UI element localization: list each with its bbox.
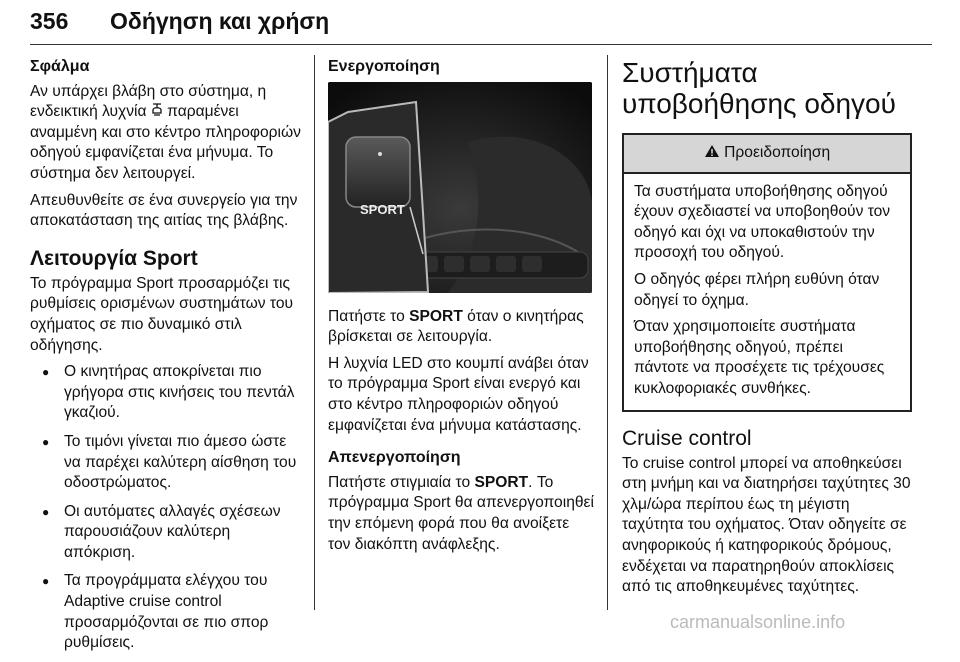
- warning-box: [622, 133, 912, 412]
- activation-heading: Ενεργοποίηση: [328, 58, 440, 75]
- sport-heading: Λειτουργία Sport: [30, 246, 198, 270]
- activation-text: Πατήστε το SPORT όταν ο κινητήρας βρίσκεται σε λειτουργία.: [328, 307, 584, 346]
- error-paragraph-2: Απευθυνθείτε σε ένα συνεργείο για την αποκατάσταση της αιτίας της βλάβης.: [30, 191, 298, 230]
- led-text: Η λυχνία LED στο κουμπί ανάβει όταν το πρόγραμμα Sport είναι ενεργό και στο κέντρο πληροφοριών οδηγού εμφανίζεται ένα μήνυμα κατάστασης.: [328, 354, 589, 434]
- column-right: [622, 57, 912, 604]
- warning-header: [624, 135, 910, 174]
- warning-triangle-icon: [704, 144, 720, 161]
- sport-button-photo: [328, 82, 592, 293]
- photo-sport-label: SPORT: [360, 201, 405, 217]
- header-rule: [30, 44, 932, 45]
- page-header: [0, 0, 960, 44]
- warning-text: Ο οδηγός φέρει πλήρη ευθύνη όταν οδηγεί το όχημα.: [634, 270, 880, 309]
- warning-text: Τα συστήματα υποβοήθησης οδηγού έχουν σχεδιαστεί να υποβοηθούν τον οδηγό και όχι να υποκαθιστούν την προσοχή του οδηγού.: [634, 182, 891, 262]
- error-paragraph: Αν υπάρχει βλάβη στο σύστημα, η ενδεικτική λυχνία παραμένει αναμμένη και στο κέντρο πληροφοριών οδηγού εμφανίζεται ένα μήνυμα. Το σύστημα δεν λειτουργεί.: [30, 82, 301, 182]
- list-item: ● Το τιμόνι γίνεται πιο άμεσο ώστε να παρέχει καλύτερη αίσθηση του οδοστρώματος.: [30, 432, 304, 494]
- column-middle: [328, 57, 594, 561]
- error-heading: Σφάλμα: [30, 58, 90, 75]
- cruise-heading: Cruise control: [622, 426, 752, 450]
- sport-bullets: [30, 362, 304, 654]
- column-divider: [607, 55, 608, 610]
- page-number: 356: [30, 8, 69, 34]
- column-left: [30, 57, 304, 662]
- warning-body: [624, 174, 910, 410]
- warning-label: Προειδοποίηση: [724, 144, 831, 161]
- warning-text: Όταν χρησιμοποιείτε συστήματα υποβοήθησης οδηγού, πρέπει πάντοτε να προσέχετε τις τρέχουσες κυκλοφοριακές συνθήκες.: [634, 318, 885, 397]
- cruise-text: Το cruise control μπορεί να αποθηκεύσει στη μνήμη και να διατηρήσει ταχύτητες 30 χλμ/ώρα περίπου έως τη μέγιστη ταχύτητα του οχήματος. Όταν οδηγείτε σε ανηφορικούς ή κατηφορικούς δρόμους, ενδέχεται να παρατηρηθούν αποκλίσεις από τις αποθηκευμένες ταχύτητες.: [622, 454, 911, 596]
- deactivation-heading: Απενεργοποίηση: [328, 449, 461, 467]
- sport-intro: Το πρόγραμμα Sport προσαρμόζει τις ρυθμίσεις ορισμένων συστημάτων του οχήματος σε πιο δυναμικό στιλ οδήγησης.: [30, 274, 294, 354]
- page-title: Οδήγηση και χρήση: [110, 8, 330, 34]
- deactivation-text: Πατήστε στιγμιαία το SPORT. Το πρόγραμμα Sport θα απενεργοποιηθεί την επόμενη φορά που θα ανοίξετε τον διακόπτη ανάφλεξης.: [328, 473, 594, 553]
- list-item: ● Τα προγράμματα ελέγχου του Adaptive cruise control προσαρμόζονται σε πιο σπορ ρυθμίσεις.: [30, 571, 304, 653]
- list-item: ● Ο κινητήρας αποκρίνεται πιο γρήγορα στις κινήσεις του πεντάλ γκαζιού.: [30, 362, 304, 424]
- watermark: carmanualsonline.info: [670, 612, 846, 632]
- list-item: ● Οι αυτόματες αλλαγές σχέσεων παρουσιάζουν καλύτερη απόκριση.: [30, 502, 304, 564]
- column-divider: [314, 55, 315, 610]
- systems-heading: Συστήματα υποβοήθησης οδηγού: [622, 57, 896, 119]
- system-fault-icon: [151, 102, 163, 123]
